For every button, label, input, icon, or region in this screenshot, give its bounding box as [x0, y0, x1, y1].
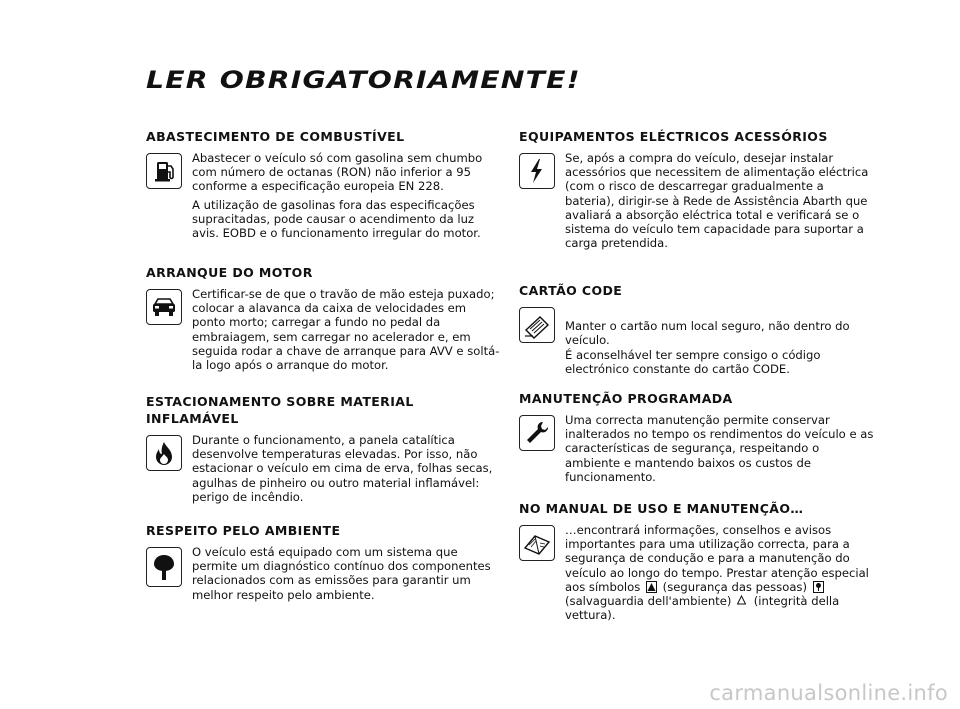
- environment-heading: RESPEITO PELO AMBIENTE: [146, 523, 341, 538]
- electrical-section: [519, 128, 874, 254]
- code-card-section: [519, 282, 874, 394]
- open-book-icon: [519, 525, 555, 561]
- parking-heading-line1: ESTACIONAMENTO SOBRE MATERIAL: [146, 394, 414, 409]
- page-title: LER OBRIGATORIAMENTE!: [146, 66, 581, 94]
- fuel-paragraph-1: Abastecer o veículo só com gasolina sem chumbo com número de octanas (RON) não inferior a 95 conforme a especificação europeia EN 228.: [192, 151, 483, 194]
- code-card-icon: [519, 307, 555, 343]
- tree-icon: [146, 547, 182, 587]
- car-icon: [146, 289, 182, 325]
- parking-heading-line2: INFLAMÁVEL: [146, 411, 239, 426]
- manual-heading: NO MANUAL DE USO E MANUTENÇÃO…: [519, 501, 804, 516]
- fuel-section: [146, 128, 501, 244]
- maintenance-paragraph: Uma correcta manutenção permite conservar inalterados no tempo os rendimentos do veículo e as características de segurança, respeitando o ambiente e mantendo baixos os custos de funcionamento.: [565, 413, 874, 484]
- code-card-paragraph: Manter o cartão num local seguro, não dentro do veículo. É aconselhável ter sempre consigo o código electrónico constante do cartão CODE.: [565, 319, 850, 376]
- manual-text-part4: (integrità della vettura).: [565, 594, 840, 623]
- manual-text-part3: (salvaguardia dell'ambiente): [565, 594, 732, 609]
- manual-paragraph: [565, 523, 874, 622]
- manual-text-part2: (segurança das pessoas): [662, 579, 807, 594]
- environment-section: [146, 522, 501, 606]
- watermark: carmanualsonline.info: [709, 681, 948, 705]
- parking-section: [146, 393, 501, 508]
- manual-text-part1: …encontrará informações, conselhos e avisos importantes para uma utilização correcta, para a segurança de condução e para a manutenção do veículo ao longo do tempo. Prestar atenção especial aos símbolos: [565, 523, 869, 594]
- manual-section: [519, 500, 874, 626]
- wrench-icon: [519, 415, 555, 451]
- fuel-heading: ABASTECIMENTO DE COMBUSTÍVEL: [146, 129, 405, 144]
- lightning-icon: [519, 153, 555, 189]
- code-card-heading: CARTÃO CODE: [519, 283, 623, 298]
- engine-start-paragraph: Certificar-se de que o travão de mão esteja puxado; colocar a alavanca da caixa de velocidades em ponto morto; carregar a fundo no pedal da embraiagem, sem carregar no acelerador e, em seguida rodar a chave de arranque para AVV e soltá-la logo após o arranque do motor.: [192, 287, 500, 373]
- electrical-heading: EQUIPAMENTOS ELÉCTRICOS ACESSÓRIOS: [519, 129, 828, 144]
- engine-start-section: [146, 264, 501, 376]
- vehicle-integrity-icon: [737, 595, 748, 607]
- maintenance-section: [519, 390, 874, 488]
- warning-person-icon: [646, 581, 657, 593]
- maintenance-heading: MANUTENÇÃO PROGRAMADA: [519, 391, 733, 406]
- environment-symbol-icon: [813, 581, 824, 593]
- parking-heading: [146, 393, 501, 427]
- fuel-pump-icon: [146, 153, 182, 189]
- engine-start-heading: ARRANQUE DO MOTOR: [146, 265, 313, 280]
- environment-paragraph: O veículo está equipado com um sistema que permite um diagnóstico contínuo dos componentes relacionados com as emissões para garantir um melhor respeito pelo ambiente.: [192, 545, 491, 602]
- parking-paragraph: Durante o funcionamento, a panela catalítica desenvolve temperaturas elevadas. Por isso, não estacionar o veículo em cima de erva, folhas secas, agulhas de pinheiro ou outro material inflamável: perigo de incêndio.: [192, 433, 493, 504]
- electrical-paragraph: Se, após a compra do veículo, desejar instalar acessórios que necessitem de alimentação eléctrica (com o risco de descarregar gradualmente a bateria), dirigir-se à Rede de Assistência Abarth que avaliará a absorção eléctrica total e verificará se o sistema do veículo tem capacidade para suportar a carga pretendida.: [565, 151, 869, 251]
- fuel-paragraph-2: A utilização de gasolinas fora das especificações supracitadas, pode causar o acendimento da luz avis. EOBD e o funcionamento irregular do motor.: [192, 197, 481, 241]
- fire-icon: [146, 435, 182, 471]
